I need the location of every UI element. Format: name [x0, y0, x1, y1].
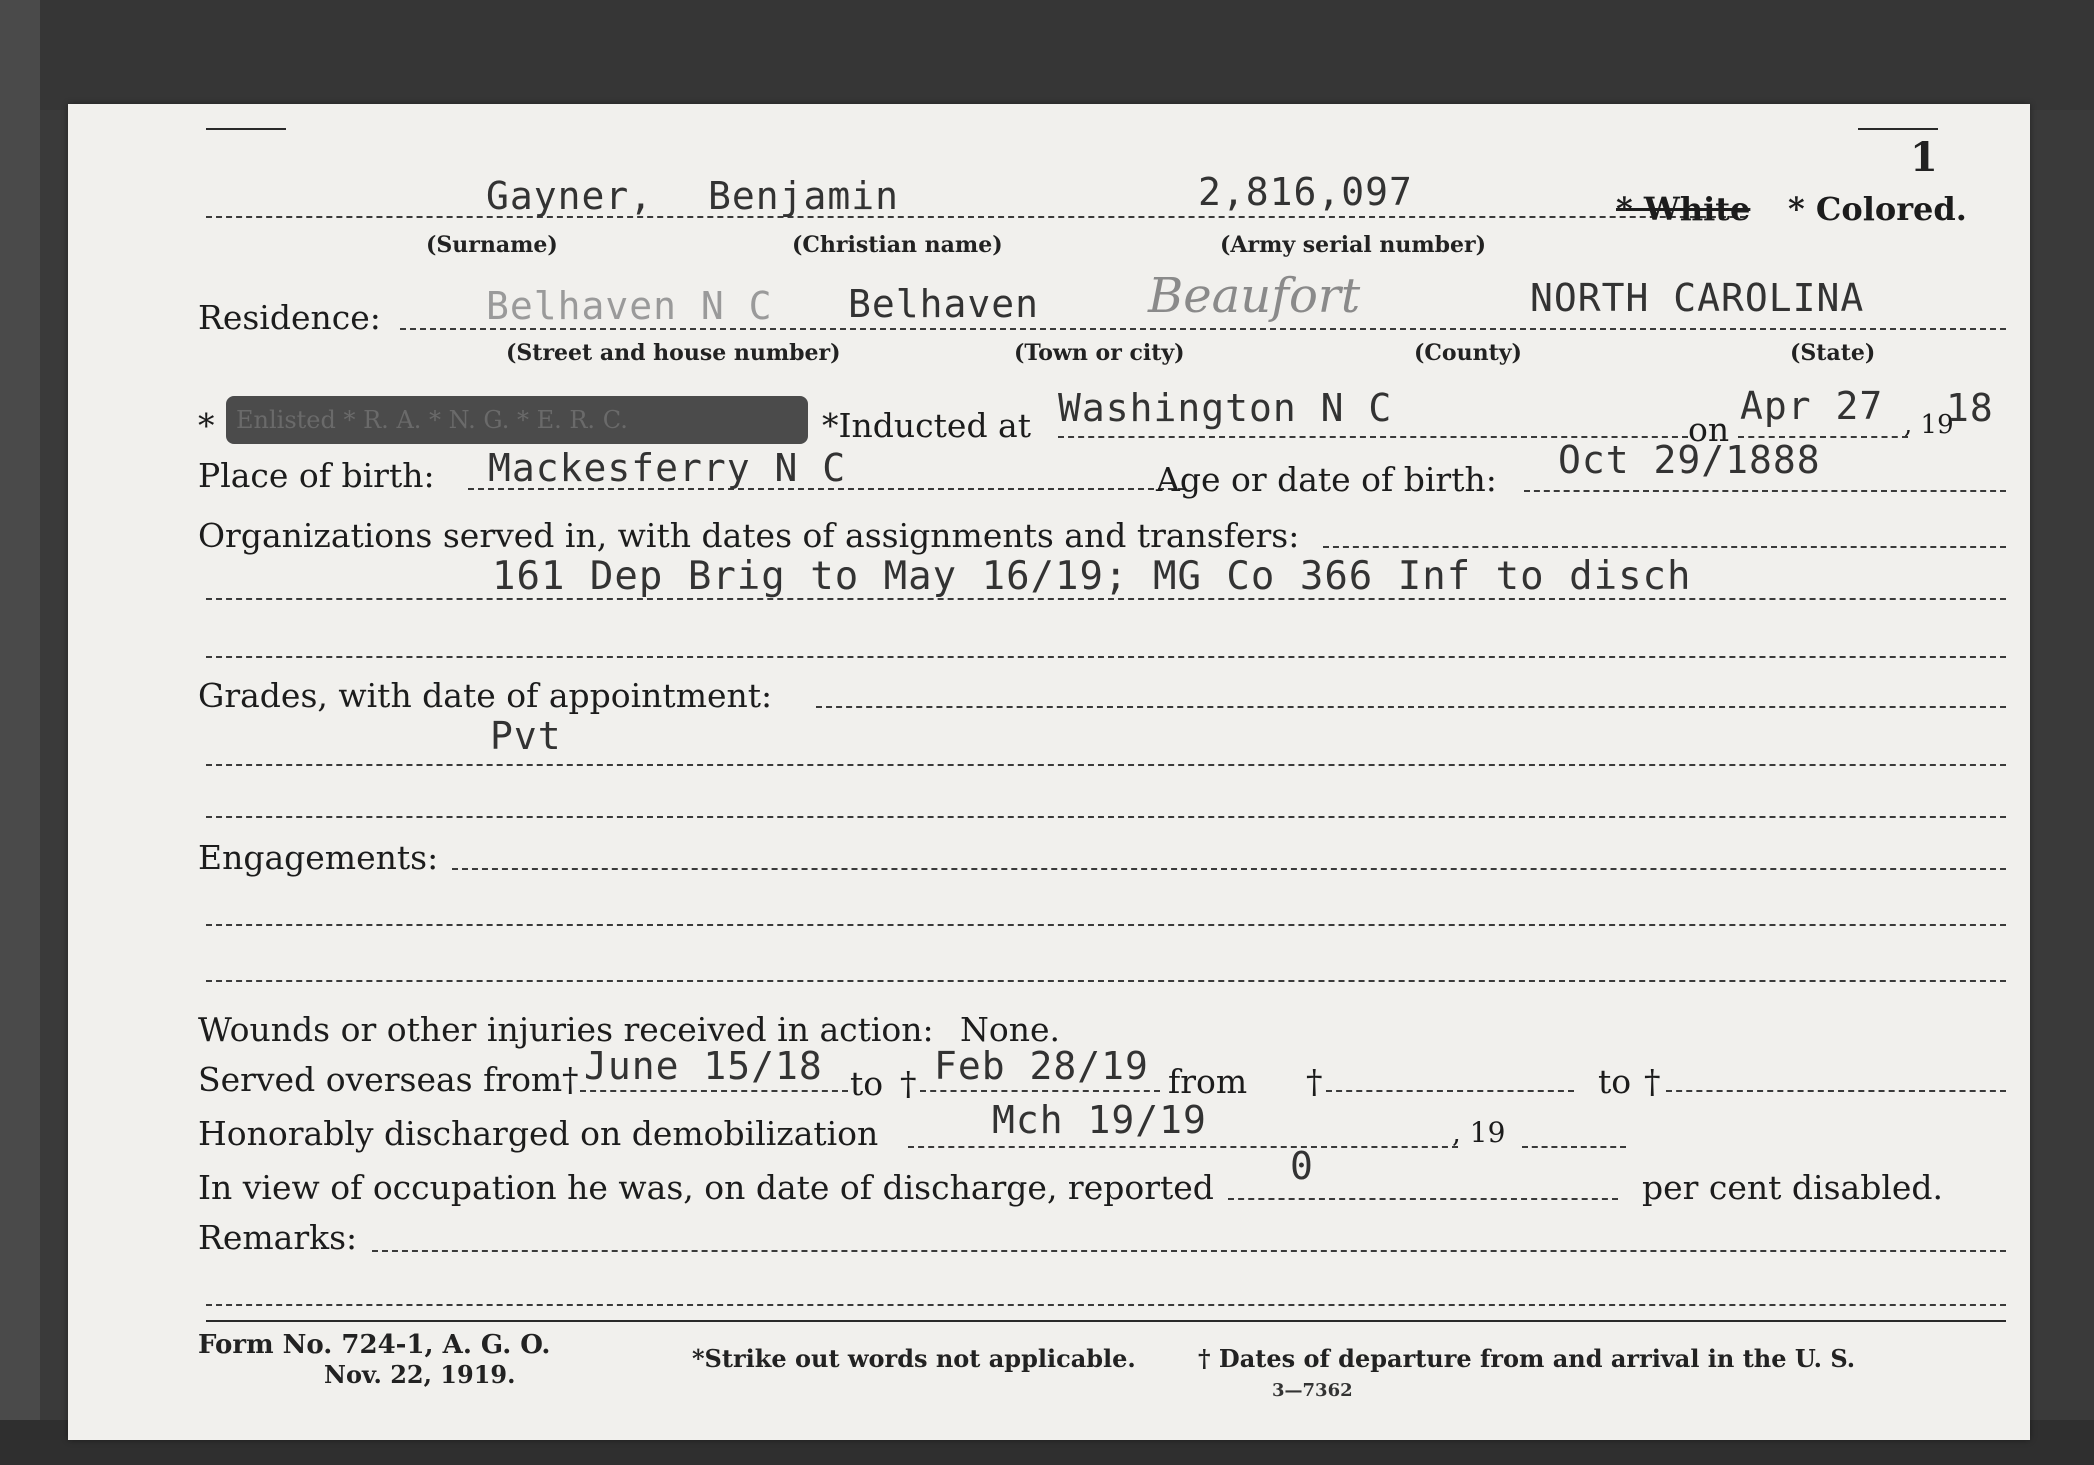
surname-value: Gayner,	[486, 174, 654, 218]
grades-label: Grades, with date of appointment:	[198, 676, 773, 715]
discharge-year-label: , 19	[1452, 1116, 1506, 1149]
christian-name-caption: (Christian name)	[792, 232, 1003, 258]
date-of-birth-label: Age or date of birth:	[1156, 460, 1497, 499]
disability-suffix: per cent disabled.	[1642, 1168, 1944, 1207]
footnote-dates: † Dates of departure from and arrival in the U. S.	[1198, 1344, 1856, 1373]
remarks-line-1	[372, 1250, 2006, 1252]
inducted-year-prefix: , 19	[1904, 410, 1954, 440]
served-overseas-label: Served overseas from	[198, 1060, 563, 1099]
overseas-dagger-1: †	[562, 1060, 579, 1099]
wounds-value: None.	[960, 1010, 1061, 1049]
background-left	[0, 0, 40, 1465]
background-top	[0, 0, 2094, 110]
form-date: Nov. 22, 1919.	[324, 1360, 516, 1389]
engagements-label: Engagements:	[198, 838, 439, 877]
date-of-birth-line	[1524, 490, 2006, 492]
inducted-at-label: *Inducted at	[822, 406, 1031, 445]
residence-street-value: Belhaven N C	[486, 284, 773, 328]
footer-rule	[206, 1320, 2006, 1322]
footnote-strike-out: *Strike out words not applicable.	[692, 1344, 1136, 1373]
grades-line-3	[206, 816, 2006, 818]
engagements-line-3	[206, 980, 2006, 982]
grades-line-2	[206, 764, 2006, 766]
overseas-dagger-4: †	[1644, 1062, 1661, 1101]
date-of-birth-value: Oct 29/1888	[1558, 438, 1821, 482]
enlisted-options: Enlisted * R. A. * N. G. * E. R. C.	[236, 406, 628, 434]
form-number: Form No. 724-1, A. G. O.	[198, 1330, 551, 1360]
residence-county-value: Beaufort	[1148, 268, 1361, 324]
overseas-to-line	[920, 1090, 1160, 1092]
card-number: 1	[1910, 134, 1938, 181]
discharge-date-value: Mch 19/19	[992, 1098, 1207, 1142]
surname-caption: (Surname)	[426, 232, 558, 258]
overseas-from2-line	[1326, 1090, 1574, 1092]
christian-name-value: Benjamin	[708, 174, 900, 218]
place-of-birth-value: Mackesferry N C	[488, 446, 847, 490]
discharge-label: Honorably discharged on demobilization	[198, 1114, 879, 1153]
engagements-line-2	[206, 924, 2006, 926]
grades-line-1	[816, 706, 2006, 708]
residence-town-value: Belhaven	[848, 282, 1040, 326]
overseas-dagger-3: †	[1306, 1062, 1323, 1101]
organizations-line-1	[1323, 546, 2006, 548]
state-caption: (State)	[1790, 340, 1876, 366]
enlistment-star: *	[198, 406, 215, 445]
organizations-line-3	[206, 656, 2006, 658]
remarks-label: Remarks:	[198, 1218, 358, 1257]
overseas-to2-line	[1666, 1090, 2006, 1092]
street-caption: (Street and house number)	[506, 340, 841, 366]
place-of-birth-label: Place of birth:	[198, 456, 435, 495]
serial-number-value: 2,816,097	[1198, 170, 1413, 214]
top-right-mark	[1858, 128, 1938, 130]
grades-value: Pvt	[490, 714, 562, 758]
disability-line	[1228, 1198, 1618, 1200]
residence-line	[400, 328, 2006, 330]
overseas-from-value: June 15/18	[584, 1044, 823, 1088]
overseas-to2-label: to	[1598, 1062, 1632, 1101]
overseas-to-label: to	[850, 1064, 884, 1103]
overseas-from2-label: from	[1168, 1062, 1248, 1101]
wounds-label: Wounds or other injuries received in action:	[198, 1010, 934, 1049]
engagements-line-1	[452, 868, 2006, 870]
disability-label: In view of occupation he was, on date of discharge, reported	[198, 1168, 1214, 1207]
town-caption: (Town or city)	[1014, 340, 1185, 366]
disability-value: 0	[1290, 1144, 1314, 1188]
remarks-line-2	[206, 1304, 2006, 1306]
race-white: * White	[1616, 190, 1751, 228]
overseas-to-value: Feb 28/19	[934, 1044, 1149, 1088]
organizations-label: Organizations served in, with dates of assignments and transfers:	[198, 516, 1300, 555]
discharge-year-line	[1522, 1146, 1626, 1148]
inducted-place-value: Washington N C	[1058, 386, 1393, 430]
overseas-dagger-2: †	[900, 1064, 917, 1103]
name-line	[206, 216, 1746, 218]
overseas-from-line	[580, 1090, 848, 1092]
inducted-on-label: on	[1688, 410, 1730, 449]
inducted-date-value: Apr 27	[1740, 384, 1884, 428]
serial-caption: (Army serial number)	[1220, 232, 1487, 258]
residence-label: Residence:	[198, 298, 381, 337]
county-caption: (County)	[1414, 340, 1522, 366]
print-code: 3—7362	[1272, 1380, 1353, 1401]
service-record-card	[68, 104, 2030, 1440]
discharge-line	[908, 1146, 1458, 1148]
top-left-mark	[206, 128, 286, 130]
organizations-value: 161 Dep Brig to May 16/19; MG Co 366 Inf to disch	[492, 554, 1692, 599]
race-colored: * Colored.	[1788, 190, 1967, 228]
residence-state-value: NORTH CAROLINA	[1530, 276, 1865, 320]
organizations-line-2	[206, 598, 2006, 600]
inducted-year-value: 18	[1946, 386, 1994, 430]
